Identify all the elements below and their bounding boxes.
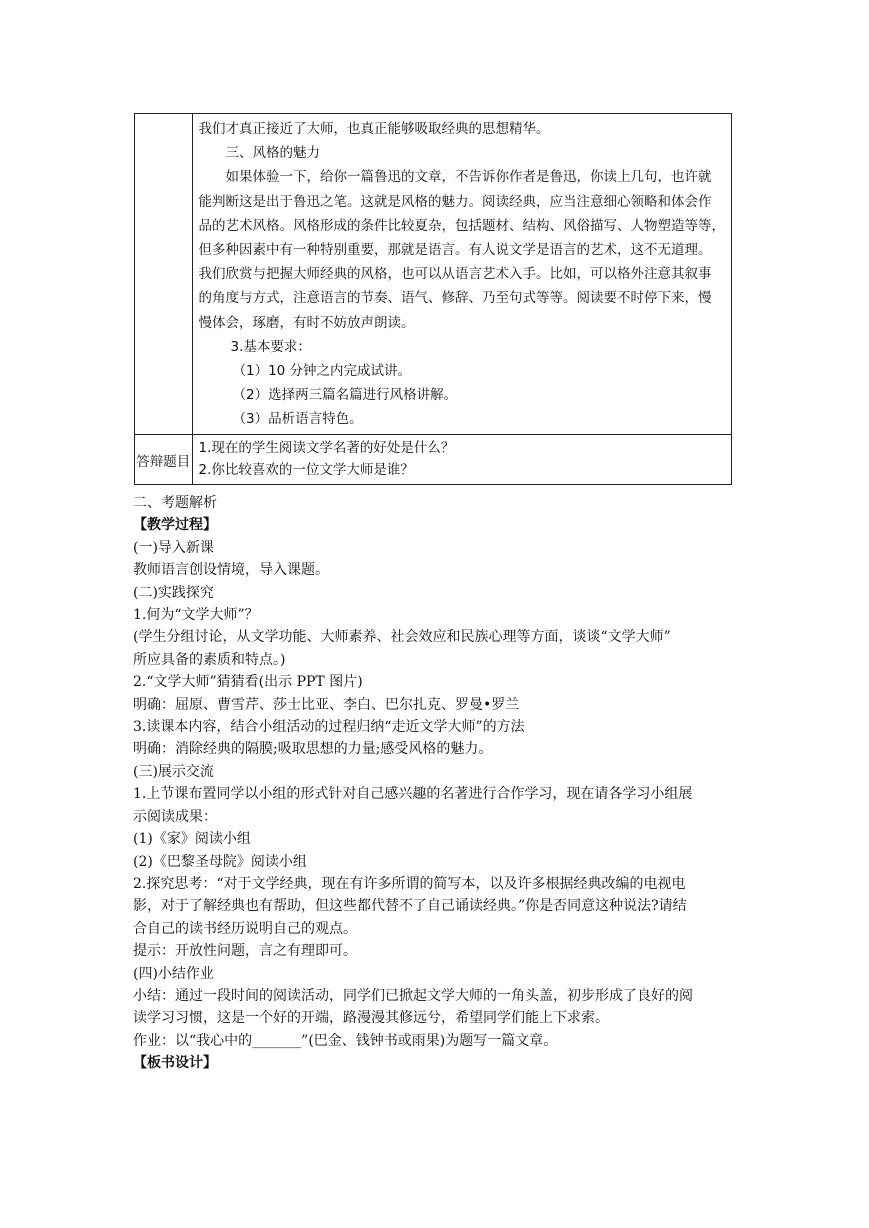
table-line: 我们欣赏与把握大师经典的风格，也可以从语言艺术入手。比如，可以格外注意其叙事 (198, 266, 712, 283)
table-line: 品的艺术风格。风格形成的条件比较夏杂，包括题材、结构、风俗描写、人物塑造等等， (198, 217, 725, 234)
table-line: 的角度与方式，注意语言的节奏、语气、修辞、乃至句式等等。阅读要不时停下来，慢 (198, 290, 712, 307)
paragraph-line: (2)《巴黎圣母院》阅读小组 (133, 853, 307, 870)
paragraph-line: (学生分组讨论，从文学功能、大师素养、社会效应和民族心理等方面，谈谈“文学大师” (133, 629, 671, 646)
defense-questions-label: 答辩题目 (135, 435, 193, 485)
requirement-item: （3）品析语言特色。 (232, 411, 363, 428)
bracket-heading: 【教学过程】 (133, 517, 217, 534)
paragraph-line: 教师语言创设情境，导入课题。 (133, 562, 329, 579)
subheading: (三)展示交流 (133, 763, 214, 780)
table-content-cell (192, 114, 732, 435)
defense-question: 1.现在的学生阅读文学名著的好处是什么？ (198, 440, 455, 457)
paragraph-line: 明确：消除经典的隔膜;吸取思想的力量;感受风格的魅力。 (133, 741, 493, 758)
defense-question: 2.你比较喜欢的一位文学大师是谁？ (198, 461, 414, 478)
exam-table (134, 113, 732, 485)
paragraph-line: 影，对于了解经典也有帮助，但这些都代替不了自己诵读经典。”你是否同意这种说法?请结 (133, 898, 687, 915)
section-title: 二、考题解析 (133, 495, 217, 511)
paragraph-line: 明确：屈原、曹雪芹、莎士比亚、李白、巴尔扎克、罗曼•罗兰 (133, 696, 520, 713)
paragraph-line: 1.何为“文学大师”？ (133, 607, 259, 624)
requirements-heading: 3.基本要求： (230, 338, 311, 355)
paragraph-line: 提示：开放性问题，言之有理即可。 (133, 943, 357, 960)
table-row (135, 435, 732, 485)
table-line: 能判断这是出于鲁迅之笔。这就是风格的魅力。阅读经典，应当注意细心领略和体会作 (198, 193, 712, 210)
paragraph-line: 合自己的读书经历说明自己的观点。 (133, 920, 357, 937)
subheading: (四)小结作业 (133, 965, 214, 982)
requirement-item: （1）10 分钟之内完成试讲。 (232, 362, 412, 379)
paragraph-line: (1)《家》阅读小组 (133, 831, 251, 848)
table-line: 但多种因素中有一种特别重要，那就是语言。有人说文学是语言的艺术，这不无道理。 (198, 241, 712, 258)
subheading: (二)实践探究 (133, 584, 214, 601)
paragraph-line: 示阅读成果： (133, 808, 217, 825)
table-line: 我们才真正接近了大师，也真正能够吸取经典的思想精华。 (198, 121, 550, 137)
analysis-section (133, 492, 743, 1075)
table-label-cell-empty (135, 114, 193, 435)
table-line: 慢体会，琢磨，有时不妨放声朗读。 (198, 314, 415, 331)
paragraph-line: 所应具备的素质和特点。) (133, 651, 286, 668)
bracket-heading: 【板书设计】 (133, 1055, 217, 1072)
defense-questions-cell (192, 435, 732, 485)
paragraph-line: 读学习习惯，这是一个好的开端，路漫漫其修远兮，希望同学们能上下求索。 (133, 1010, 609, 1027)
table-line: 如果体验一下，给你一篇鲁迅的文章，不告诉你作者是鲁迅，你读上几句，也许就 (225, 169, 712, 186)
section-heading: 三、风格的魅力 (225, 145, 320, 162)
table-row (135, 114, 732, 435)
paragraph-line: 2.探究思考：“对于文学经典，现在有许多所谓的简写本，以及许多根据经典改编的电视电 (133, 875, 686, 892)
paragraph-line: 2.“文学大师”猜猜看(出示 PPT 图片) (133, 674, 363, 691)
paragraph-line: 小结：通过一段时间的阅读活动，同学们已掀起文学大师的一角头盖，初步形成了良好的阅 (133, 987, 693, 1004)
subheading: (一)导入新课 (133, 539, 214, 556)
paragraph-line: 1.上节课布置同学以小组的形式针对自己感兴趣的名著进行合作学习，现在请各学习小组展 (133, 786, 693, 803)
paragraph-line: 作业：以“我心中的_______”(巴金、钱钟书或雨果)为题写一篇文章。 (133, 1032, 558, 1049)
requirement-item: （2）选择两三篇名篇进行风格讲解。 (232, 387, 458, 404)
paragraph-line: 3.读课本内容，结合小组活动的过程归纳“走近文学大师”的方法 (133, 719, 525, 736)
